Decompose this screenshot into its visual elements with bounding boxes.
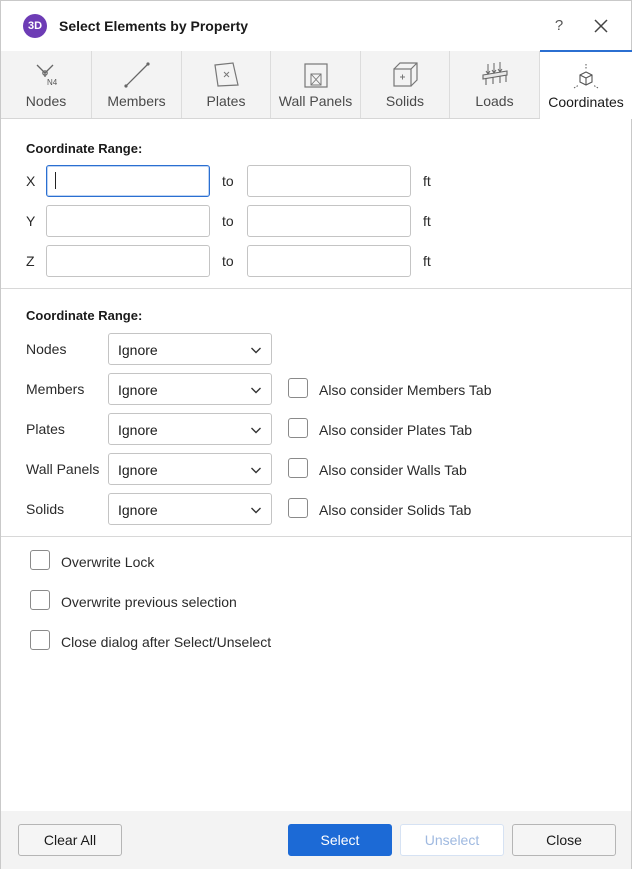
y-to-input[interactable] [247, 205, 411, 237]
select-value: Ignore [118, 382, 158, 398]
tab-label: Coordinates [548, 94, 624, 110]
wall-panel-icon [301, 61, 331, 89]
x-from-input[interactable] [46, 165, 210, 197]
members-filter-label: Members [26, 381, 85, 397]
x-unit-label: ft [423, 173, 431, 189]
unselect-button[interactable]: Unselect [400, 824, 504, 856]
solids-filter-select[interactable] [108, 493, 272, 525]
coordinates-icon [571, 62, 601, 90]
nodes-filter-label: Nodes [26, 341, 67, 357]
tab-label: Wall Panels [278, 93, 353, 109]
members-filter-select[interactable] [108, 373, 272, 405]
overwrite-previous-selection-checkbox[interactable] [30, 590, 50, 610]
y-axis-label: Y [26, 213, 36, 229]
wall-panels-filter-select[interactable] [108, 453, 272, 485]
tab-label: Members [107, 93, 166, 109]
close-window-button[interactable] [590, 15, 612, 37]
z-to-input[interactable] [247, 245, 411, 277]
nodes-filter-select[interactable] [108, 333, 272, 365]
also-consider-plates-checkbox[interactable] [288, 418, 308, 438]
select-value: Ignore [118, 422, 158, 438]
tab-loads[interactable] [450, 51, 540, 118]
z-to-label: to [222, 253, 234, 269]
z-axis-label: Z [26, 253, 35, 269]
close-icon [590, 15, 612, 37]
also-consider-solids-label: Also consider Solids Tab [319, 502, 472, 518]
chevron-down-icon [250, 344, 262, 356]
tab-coordinates[interactable] [540, 50, 632, 119]
tab-label: Nodes [25, 93, 67, 109]
overwrite-lock-label: Overwrite Lock [61, 554, 155, 570]
app-logo-icon: 3D [23, 14, 47, 38]
help-button[interactable]: ? [554, 17, 564, 34]
tab-label: Plates [206, 93, 246, 109]
chevron-down-icon [250, 464, 262, 476]
node-icon-label: N4 [47, 78, 58, 87]
plates-filter-label: Plates [26, 421, 65, 437]
y-to-label: to [222, 213, 234, 229]
z-from-input[interactable] [46, 245, 210, 277]
overwrite-lock-checkbox[interactable] [30, 550, 50, 570]
tab-nodes[interactable] [1, 51, 92, 118]
also-consider-members-checkbox[interactable] [288, 378, 308, 398]
tab-wall-panels[interactable] [271, 51, 361, 118]
coordinate-range-title: Coordinate Range: [26, 141, 143, 156]
tab-members[interactable] [92, 51, 182, 118]
close-dialog-after-checkbox[interactable] [30, 630, 50, 650]
z-unit-label: ft [423, 253, 431, 269]
wall-panels-filter-label: Wall Panels [26, 461, 100, 477]
also-consider-members-label: Also consider Members Tab [319, 382, 492, 398]
also-consider-walls-label: Also consider Walls Tab [319, 462, 467, 478]
solid-icon [390, 61, 420, 89]
select-value: Ignore [118, 342, 158, 358]
dialog-title: Select Elements by Property [59, 18, 249, 34]
dialog-footer [1, 811, 631, 869]
node-icon [31, 61, 61, 89]
select-value: Ignore [118, 462, 158, 478]
tab-solids[interactable] [361, 51, 450, 118]
clear-all-button[interactable]: Clear All [18, 824, 122, 856]
close-button[interactable]: Close [512, 824, 616, 856]
plates-filter-select[interactable] [108, 413, 272, 445]
overwrite-previous-selection-label: Overwrite previous selection [61, 594, 237, 610]
filter-section-title: Coordinate Range: [26, 308, 143, 323]
plate-icon [211, 61, 241, 89]
also-consider-plates-label: Also consider Plates Tab [319, 422, 473, 438]
chevron-down-icon [250, 424, 262, 436]
select-button[interactable]: Select [288, 824, 392, 856]
load-icon [480, 61, 510, 89]
close-dialog-after-label: Close dialog after Select/Unselect [61, 634, 272, 650]
tab-label: Solids [385, 93, 425, 109]
select-value: Ignore [118, 502, 158, 518]
y-from-input[interactable] [46, 205, 210, 237]
chevron-down-icon [250, 384, 262, 396]
tab-label: Loads [475, 93, 514, 109]
also-consider-walls-checkbox[interactable] [288, 458, 308, 478]
member-icon [122, 61, 152, 89]
tab-plates[interactable] [182, 51, 271, 118]
section-divider [1, 288, 631, 289]
x-axis-label: X [26, 173, 36, 189]
x-to-label: to [222, 173, 234, 189]
text-caret [55, 172, 56, 189]
tab-bar [1, 51, 631, 119]
title-bar [1, 1, 631, 51]
also-consider-solids-checkbox[interactable] [288, 498, 308, 518]
solids-filter-label: Solids [26, 501, 65, 517]
x-to-input[interactable] [247, 165, 411, 197]
chevron-down-icon [250, 504, 262, 516]
y-unit-label: ft [423, 213, 431, 229]
section-divider [1, 536, 631, 537]
